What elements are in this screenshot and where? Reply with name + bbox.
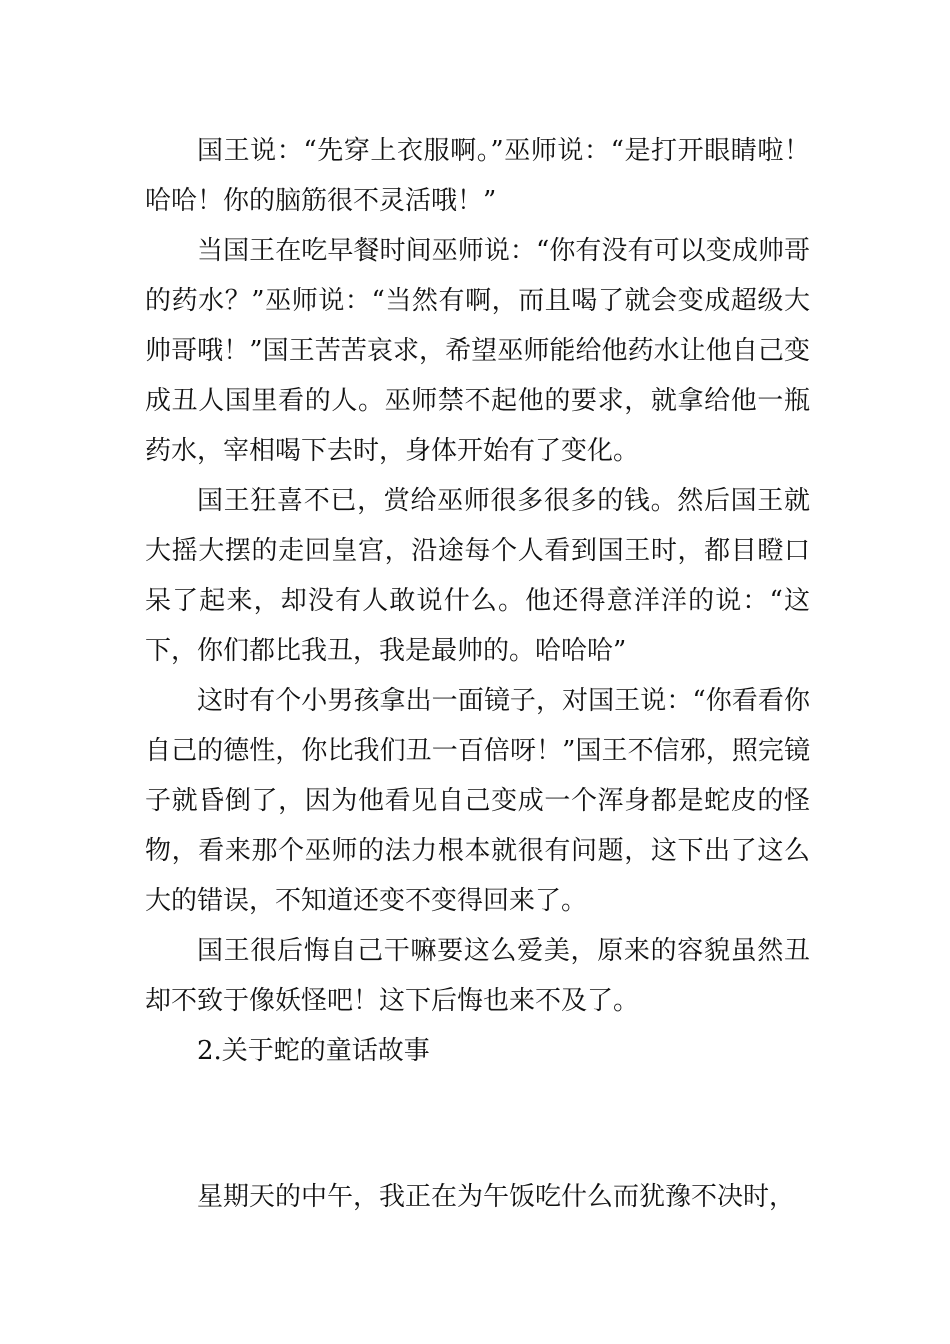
paragraph-5: 国王很后悔自己干嘛要这么爱美，原来的容貌虽然丑却不致于像妖怪吧！这下后悔也来不及了。 bbox=[145, 936, 810, 1016]
paragraph-1: 国王说：“先穿上衣服啊。”巫师说：“是打开眼睛啦！哈哈！你的脑筋很不灵活哦！” bbox=[145, 136, 810, 216]
section-heading: 2.关于蛇的童话故事 bbox=[197, 1036, 430, 1066]
paragraph-6: 星期天的中午，我正在为午饭吃什么而犹豫不决时， bbox=[197, 1182, 796, 1212]
paragraph-2: 当国王在吃早餐时间巫师说：“你有没有可以变成帅哥的药水？”巫师说：“当然有啊，而且喝了就会变成超级大帅哥哦！”国王苦苦哀求，希望巫师能给他药水让他自己变成丑人国里看的人。巫师禁不起他的要求，就拿给他一瓶药水，宰相喝下去时，身体开始有了变化。 bbox=[145, 236, 810, 466]
paragraph-4: 这时有个小男孩拿出一面镜子，对国王说：“你看看你自己的德性，你比我们丑一百倍呀！”国王不信邪，照完镜子就昏倒了，因为他看见自己变成一个浑身都是蛇皮的怪物，看来那个巫师的法力根本就很有问题，这下出了这么大的错误，不知道还变不变得回来了。 bbox=[145, 686, 810, 916]
paragraph-3: 国王狂喜不已，赏给巫师很多很多的钱。然后国王就大摇大摆的走回皇宫，沿途每个人看到国王时，都目瞪口呆了起来，却没有人敢说什么。他还得意洋洋的说：“这下，你们都比我丑，我是最帅的。哈哈哈” bbox=[145, 486, 810, 666]
